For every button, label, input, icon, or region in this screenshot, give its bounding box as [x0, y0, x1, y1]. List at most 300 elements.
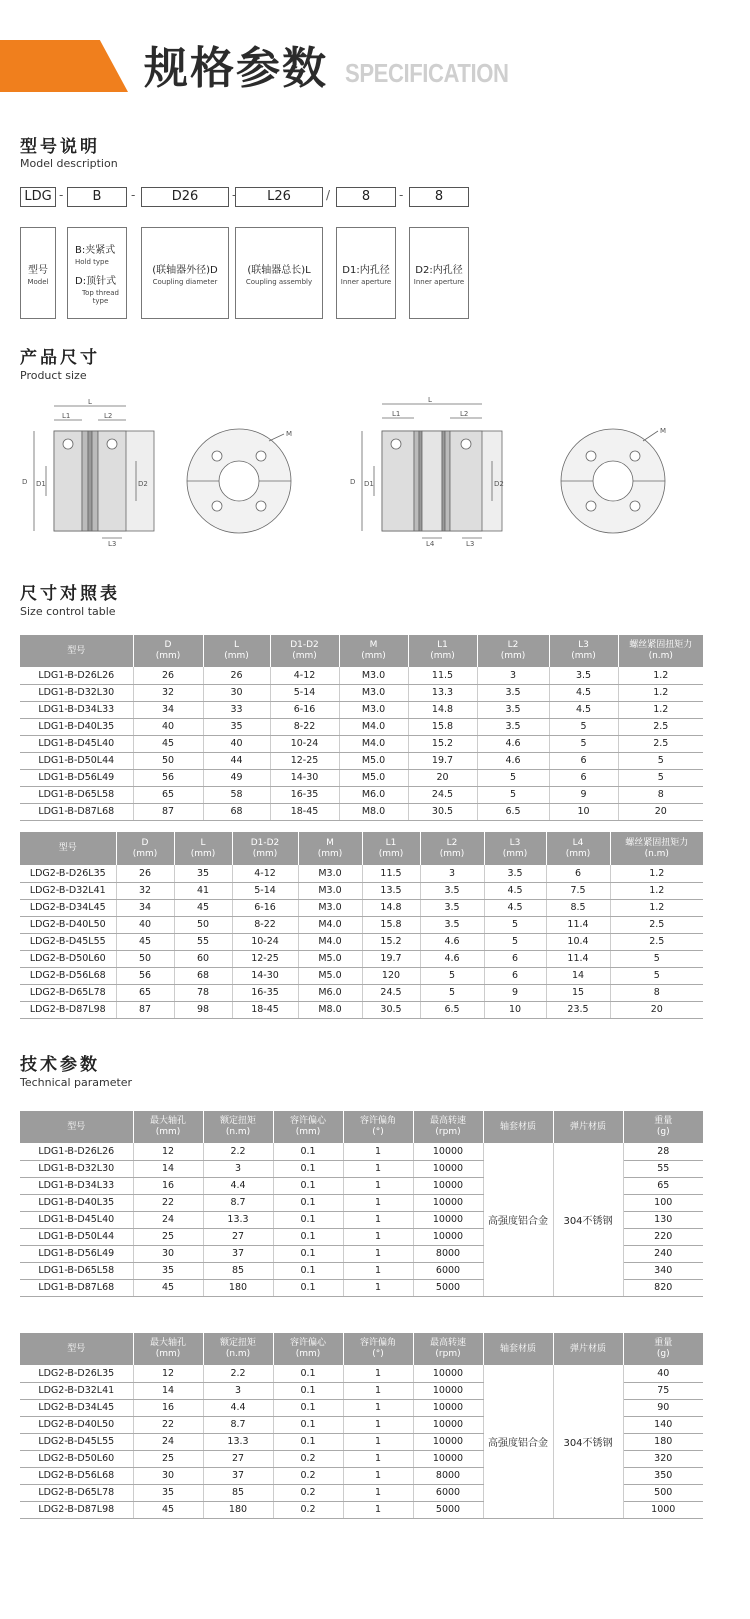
size-table-1 [20, 635, 703, 821]
table-cell: 13.3 [203, 1433, 273, 1450]
table-cell: 1.2 [610, 899, 703, 916]
table-cell: 34 [133, 701, 203, 718]
table-cell: LDG2-B-D45L55 [20, 933, 116, 950]
table-cell: 14.8 [408, 701, 477, 718]
page-title: 规格参数 [144, 43, 328, 94]
svg-text:L3: L3 [108, 540, 117, 548]
table-cell: 1.2 [610, 865, 703, 882]
table-row [20, 718, 703, 735]
svg-text:L1: L1 [62, 412, 71, 420]
table-cell: 3 [477, 667, 549, 684]
table-cell: 24.5 [362, 984, 420, 1001]
table-cell: 40 [133, 718, 203, 735]
table-cell: 220 [623, 1228, 703, 1245]
column-header: L1 (mm) [362, 832, 420, 865]
table-cell: 16-35 [270, 786, 339, 803]
table-cell: 5 [618, 752, 703, 769]
table-cell: 3.5 [477, 684, 549, 701]
table-row [20, 803, 703, 820]
table-cell: 3 [420, 865, 484, 882]
table-cell: M3.0 [298, 882, 362, 899]
svg-text:D2: D2 [138, 480, 148, 488]
column-header: 容许偏角 (°) [343, 1111, 413, 1143]
table-cell: 32 [116, 882, 174, 899]
code-part-diameter: D26 [141, 187, 229, 207]
table-cell: 5 [618, 769, 703, 786]
column-header: 额定扭矩 (n.m) [203, 1333, 273, 1365]
table-cell: 0.1 [273, 1194, 343, 1211]
svg-text:D1: D1 [36, 480, 46, 488]
table-cell: 10000 [413, 1143, 483, 1160]
column-header: 螺丝紧固扭矩力 (n.m) [610, 832, 703, 865]
table-cell: LDG1-B-D45L40 [20, 735, 133, 752]
table-cell: 15.2 [408, 735, 477, 752]
table-cell: 10000 [413, 1416, 483, 1433]
table-cell: LDG1-B-D56L49 [20, 769, 133, 786]
table-row [20, 1143, 703, 1160]
column-header: 型号 [20, 1333, 133, 1365]
table-cell: 6000 [413, 1484, 483, 1501]
table-cell: 10000 [413, 1228, 483, 1245]
column-header: D (mm) [116, 832, 174, 865]
table-cell: 1 [343, 1143, 413, 1160]
table-cell: 180 [623, 1433, 703, 1450]
table-cell: 87 [133, 803, 203, 820]
table-row [20, 667, 703, 684]
table-cell: 24.5 [408, 786, 477, 803]
table-cell: 0.1 [273, 1382, 343, 1399]
table-cell: 13.3 [408, 684, 477, 701]
table-cell: LDG2-B-D32L41 [20, 1382, 133, 1399]
table-cell: LDG1-B-D26L26 [20, 667, 133, 684]
table-cell: 7.5 [546, 882, 610, 899]
table-cell: 37 [203, 1467, 273, 1484]
table-row [20, 1001, 703, 1018]
table-cell: 6.5 [477, 803, 549, 820]
table-cell: 14-30 [270, 769, 339, 786]
table-cell: M5.0 [339, 752, 408, 769]
column-header: 型号 [20, 1111, 133, 1143]
table-cell: 30 [203, 684, 270, 701]
table-cell: 5 [610, 950, 703, 967]
table-cell: 10000 [413, 1211, 483, 1228]
table-cell: 180 [203, 1279, 273, 1296]
table-cell: 10 [484, 1001, 546, 1018]
table-cell: 8.7 [203, 1416, 273, 1433]
table-cell: 5 [549, 735, 618, 752]
single-coupling-front-view [187, 429, 291, 533]
table-cell: 68 [174, 967, 232, 984]
table-cell: 22 [133, 1194, 203, 1211]
table-cell: 10000 [413, 1160, 483, 1177]
table-cell: 1 [343, 1484, 413, 1501]
table-cell: M3.0 [339, 667, 408, 684]
table-cell: 14 [133, 1160, 203, 1177]
table-row [20, 984, 703, 1001]
table-cell: 2.5 [610, 933, 703, 950]
table-cell: 0.2 [273, 1501, 343, 1518]
table-cell: 1.2 [618, 684, 703, 701]
table-cell: 1 [343, 1228, 413, 1245]
table-cell: 10000 [413, 1194, 483, 1211]
code-separator: - [232, 188, 237, 202]
column-header: 重量 (g) [623, 1333, 703, 1365]
table-cell: 4.5 [484, 882, 546, 899]
table-cell: 2.2 [203, 1143, 273, 1160]
table-cell: 8.7 [203, 1194, 273, 1211]
column-header: 最大轴孔 (mm) [133, 1333, 203, 1365]
table-cell: 6-16 [270, 701, 339, 718]
table-cell: 19.7 [408, 752, 477, 769]
desc-type: B:夹紧式 Hold type D:顶针式 Top thread type [67, 227, 127, 319]
table-cell: M4.0 [339, 735, 408, 752]
table-cell: 58 [203, 786, 270, 803]
table-cell: 0.2 [273, 1484, 343, 1501]
table-cell: 45 [174, 899, 232, 916]
column-header: 轴套材质 [483, 1333, 553, 1365]
table-cell: 11.5 [408, 667, 477, 684]
table-cell: 50 [116, 950, 174, 967]
column-header: 螺丝紧固扭矩力 (n.m) [618, 635, 703, 667]
table-cell: 23.5 [546, 1001, 610, 1018]
label-m: M [660, 427, 667, 435]
table-cell: 1000 [623, 1501, 703, 1518]
svg-text:D2: D2 [494, 480, 504, 488]
table-cell: 6000 [413, 1262, 483, 1279]
table-cell: 30 [133, 1245, 203, 1262]
table-row [20, 899, 703, 916]
column-header: L2 (mm) [420, 832, 484, 865]
table-cell: 85 [203, 1484, 273, 1501]
table-cell: 33 [203, 701, 270, 718]
table-cell: 40 [623, 1365, 703, 1382]
tech-table-title: 技术参数 [20, 1055, 100, 1075]
table-cell: LDG1-B-D34L33 [20, 1177, 133, 1194]
table-cell: 14 [133, 1382, 203, 1399]
column-header: D1-D2 (mm) [270, 635, 339, 667]
table-cell: 1 [343, 1177, 413, 1194]
table-row [20, 950, 703, 967]
table-cell: 0.1 [273, 1143, 343, 1160]
svg-text:L: L [88, 398, 92, 406]
table-cell: LDG1-B-D32L30 [20, 1160, 133, 1177]
table-cell: 45 [133, 1279, 203, 1296]
table-cell: 4.5 [484, 899, 546, 916]
table-cell: 8-22 [270, 718, 339, 735]
model-section-title: 型号说明 [20, 137, 100, 157]
table-cell: M5.0 [298, 967, 362, 984]
column-header: D1-D2 (mm) [232, 832, 298, 865]
table-cell: LDG2-B-D87L98 [20, 1001, 116, 1018]
table-row [20, 769, 703, 786]
table-cell: 35 [174, 865, 232, 882]
table-cell: 1 [343, 1245, 413, 1262]
table-cell: 0.1 [273, 1433, 343, 1450]
column-header: D (mm) [133, 635, 203, 667]
table-cell: 56 [133, 769, 203, 786]
desc-length: (联轴器总长)L Coupling assembly [235, 227, 323, 319]
table-cell: M4.0 [298, 933, 362, 950]
table-cell: 3.5 [549, 667, 618, 684]
table-cell: 5-14 [270, 684, 339, 701]
column-header: 容许偏心 (mm) [273, 1333, 343, 1365]
table-cell: LDG1-B-D34L33 [20, 701, 133, 718]
table-cell: 2.5 [618, 718, 703, 735]
size-section-subtitle: Product size [20, 369, 87, 382]
table-cell: 1 [343, 1433, 413, 1450]
table-cell: 10000 [413, 1450, 483, 1467]
table-cell: 45 [133, 735, 203, 752]
column-header: 额定扭矩 (n.m) [203, 1111, 273, 1143]
table-cell: 5 [549, 718, 618, 735]
table-cell: 87 [116, 1001, 174, 1018]
column-header: L2 (mm) [477, 635, 549, 667]
table-cell: 5 [484, 916, 546, 933]
code-separator: - [59, 188, 64, 202]
table-cell: 6 [549, 752, 618, 769]
table-cell: 4-12 [270, 667, 339, 684]
column-header: L4 (mm) [546, 832, 610, 865]
table-cell: 22 [133, 1416, 203, 1433]
table-row [20, 786, 703, 803]
size-table-subtitle: Size control table [20, 605, 116, 618]
svg-text:D1: D1 [364, 480, 374, 488]
table-cell: 5 [610, 967, 703, 984]
single-coupling-side-view [34, 406, 154, 538]
table-cell: 35 [133, 1262, 203, 1279]
column-header: 型号 [20, 635, 133, 667]
table-cell: 10.4 [546, 933, 610, 950]
table-cell: 37 [203, 1245, 273, 1262]
table-cell: 1 [343, 1501, 413, 1518]
table-cell: 24 [133, 1433, 203, 1450]
table-cell: 0.1 [273, 1279, 343, 1296]
table-cell: 1 [343, 1450, 413, 1467]
table-cell: 20 [408, 769, 477, 786]
column-header: 容许偏心 (mm) [273, 1111, 343, 1143]
table-cell: 14 [546, 967, 610, 984]
table-cell: 10000 [413, 1399, 483, 1416]
code-separator: - [131, 188, 136, 202]
table-cell: LDG2-B-D40L50 [20, 916, 116, 933]
table-cell: 12 [133, 1143, 203, 1160]
table-cell: LDG1-B-D65L58 [20, 786, 133, 803]
table-cell: 820 [623, 1279, 703, 1296]
table-cell: 4.5 [549, 684, 618, 701]
table-row [20, 916, 703, 933]
table-cell: 28 [623, 1143, 703, 1160]
table-cell: 11.4 [546, 950, 610, 967]
table-cell: 1 [343, 1399, 413, 1416]
column-header: 最大轴孔 (mm) [133, 1111, 203, 1143]
size-table-2 [20, 832, 703, 1019]
table-cell: 340 [623, 1262, 703, 1279]
table-cell: 98 [174, 1001, 232, 1018]
table-cell: M8.0 [339, 803, 408, 820]
table-cell: 45 [133, 1501, 203, 1518]
table-cell: 60 [174, 950, 232, 967]
table-cell: 3.5 [420, 882, 484, 899]
table-cell: 8.5 [546, 899, 610, 916]
table-cell: M5.0 [298, 950, 362, 967]
table-cell: LDG1-B-D50L44 [20, 752, 133, 769]
hub-material-cell: 高强度铝合金 [483, 1143, 553, 1296]
table-cell: 12-25 [270, 752, 339, 769]
table-cell: 4.6 [420, 950, 484, 967]
table-cell: 14.8 [362, 899, 420, 916]
spring-material-cell: 304不锈钢 [553, 1365, 623, 1518]
table-cell: 4.5 [549, 701, 618, 718]
table-cell: LDG1-B-D26L26 [20, 1143, 133, 1160]
table-cell: 8 [618, 786, 703, 803]
table-cell: 20 [610, 1001, 703, 1018]
table-cell: 8000 [413, 1245, 483, 1262]
table-cell: 85 [203, 1262, 273, 1279]
table-cell: 10-24 [232, 933, 298, 950]
table-cell: 1 [343, 1365, 413, 1382]
table-header-row [20, 1333, 703, 1365]
table-cell: 49 [203, 769, 270, 786]
svg-text:L2: L2 [104, 412, 113, 420]
table-cell: 4.6 [420, 933, 484, 950]
double-coupling-side-view [362, 404, 502, 538]
table-row [20, 933, 703, 950]
table-cell: 10 [549, 803, 618, 820]
svg-text:L2: L2 [460, 410, 469, 418]
code-part-d2: 8 [409, 187, 469, 207]
table-row [20, 882, 703, 899]
table-row [20, 735, 703, 752]
table-header-row [20, 635, 703, 667]
table-cell: LDG2-B-D56L68 [20, 1467, 133, 1484]
table-cell: LDG1-B-D87L68 [20, 803, 133, 820]
table-cell: 12-25 [232, 950, 298, 967]
table-cell: 32 [133, 684, 203, 701]
table-row [20, 967, 703, 984]
table-cell: 500 [623, 1484, 703, 1501]
table-cell: 35 [203, 718, 270, 735]
header-banner [0, 32, 750, 94]
table-cell: 6.5 [420, 1001, 484, 1018]
table-cell: 3 [203, 1382, 273, 1399]
table-cell: 1 [343, 1160, 413, 1177]
table-cell: 26 [116, 865, 174, 882]
column-header: 重量 (g) [623, 1111, 703, 1143]
table-cell: 1.2 [618, 701, 703, 718]
desc-d2: D2:内孔径 Inner aperture [409, 227, 469, 319]
table-cell: 50 [133, 752, 203, 769]
svg-text:L4: L4 [426, 540, 435, 548]
table-cell: 100 [623, 1194, 703, 1211]
table-cell: 65 [116, 984, 174, 1001]
table-cell: 1 [343, 1262, 413, 1279]
table-cell: 1 [343, 1279, 413, 1296]
table-cell: LDG2-B-D65L78 [20, 1484, 133, 1501]
table-cell: 13.5 [362, 882, 420, 899]
table-cell: 18-45 [232, 1001, 298, 1018]
table-cell: 0.1 [273, 1262, 343, 1279]
table-cell: LDG1-B-D40L35 [20, 718, 133, 735]
table-row [20, 865, 703, 882]
table-cell: 68 [203, 803, 270, 820]
table-row [20, 684, 703, 701]
table-cell: 120 [362, 967, 420, 984]
tech-table-2 [20, 1333, 703, 1519]
column-header: 弹片材质 [553, 1111, 623, 1143]
table-cell: 180 [203, 1501, 273, 1518]
table-cell: 11.4 [546, 916, 610, 933]
table-cell: 27 [203, 1228, 273, 1245]
table-cell: LDG2-B-D34L45 [20, 899, 116, 916]
table-cell: 0.1 [273, 1177, 343, 1194]
table-cell: 3.5 [477, 701, 549, 718]
table-cell: 4-12 [232, 865, 298, 882]
table-cell: LDG2-B-D26L35 [20, 1365, 133, 1382]
column-header: M (mm) [298, 832, 362, 865]
table-cell: LDG2-B-D26L35 [20, 865, 116, 882]
table-cell: M4.0 [298, 916, 362, 933]
table-cell: 240 [623, 1245, 703, 1262]
column-header: L (mm) [174, 832, 232, 865]
table-cell: 15.8 [408, 718, 477, 735]
table-cell: 12 [133, 1365, 203, 1382]
table-cell: 15.8 [362, 916, 420, 933]
table-cell: 16-35 [232, 984, 298, 1001]
table-cell: 2.5 [610, 916, 703, 933]
table-cell: 55 [174, 933, 232, 950]
table-cell: 140 [623, 1416, 703, 1433]
table-cell: 3.5 [477, 718, 549, 735]
table-cell: 350 [623, 1467, 703, 1484]
table-cell: 1 [343, 1382, 413, 1399]
table-cell: LDG1-B-D56L49 [20, 1245, 133, 1262]
table-cell: 24 [133, 1211, 203, 1228]
table-cell: 9 [484, 984, 546, 1001]
table-cell: LDG2-B-D34L45 [20, 1399, 133, 1416]
table-cell: 19.7 [362, 950, 420, 967]
table-cell: 15 [546, 984, 610, 1001]
table-cell: 18-45 [270, 803, 339, 820]
table-cell: 44 [203, 752, 270, 769]
table-cell: 90 [623, 1399, 703, 1416]
desc-model: 型号 Model [20, 227, 56, 319]
table-cell: 35 [133, 1484, 203, 1501]
table-cell: 1 [343, 1467, 413, 1484]
table-cell: 41 [174, 882, 232, 899]
size-section-title: 产品尺寸 [20, 348, 100, 368]
table-cell: 0.1 [273, 1365, 343, 1382]
table-cell: LDG1-B-D65L58 [20, 1262, 133, 1279]
table-cell: 25 [133, 1228, 203, 1245]
spring-material-cell: 304不锈钢 [553, 1143, 623, 1296]
table-cell: 0.1 [273, 1399, 343, 1416]
table-cell: LDG1-B-D45L40 [20, 1211, 133, 1228]
table-cell: 3.5 [420, 899, 484, 916]
table-cell: 30.5 [362, 1001, 420, 1018]
table-cell: LDG2-B-D56L68 [20, 967, 116, 984]
svg-text:L3: L3 [466, 540, 475, 548]
column-header: 弹片材质 [553, 1333, 623, 1365]
code-part-d1: 8 [336, 187, 396, 207]
table-cell: 6 [484, 950, 546, 967]
table-cell: 4.4 [203, 1399, 273, 1416]
table-cell: 2.5 [618, 735, 703, 752]
table-cell: M4.0 [339, 718, 408, 735]
table-cell: 56 [116, 967, 174, 984]
table-row [20, 1365, 703, 1382]
table-cell: 65 [133, 786, 203, 803]
table-cell: 4.4 [203, 1177, 273, 1194]
